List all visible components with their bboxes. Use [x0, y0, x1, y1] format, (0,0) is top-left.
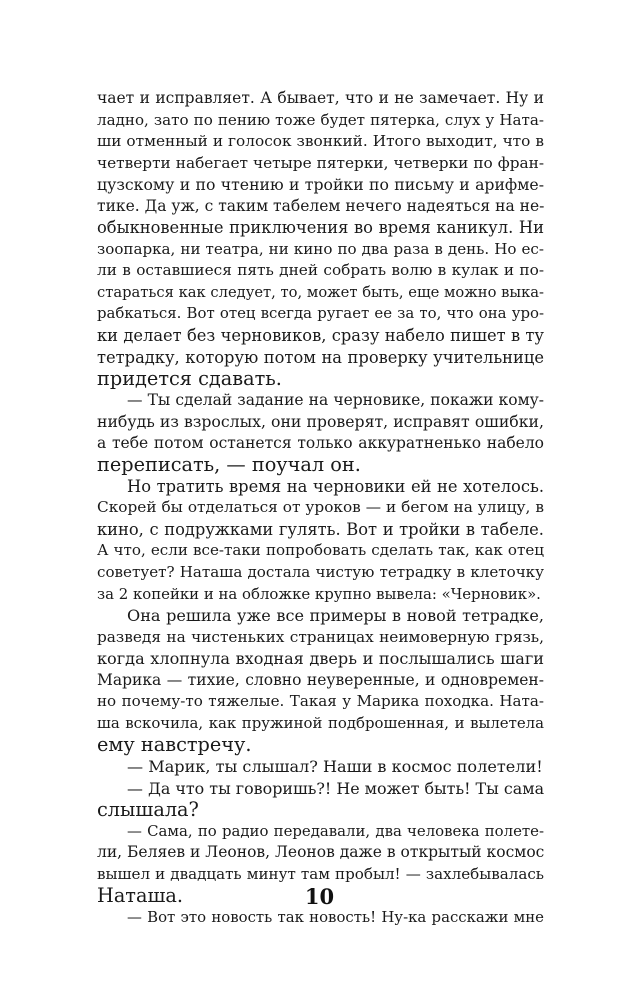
- text-line: — Вот это новость так новость! Ну-ка расскажи мне: [127, 907, 544, 926]
- text-line: стараться как следует, то, может быть, еще можно выка-: [97, 283, 544, 301]
- text-line: ему навстречу.: [97, 733, 252, 757]
- text-line: Но тратить время на черновики ей не хотелось.: [127, 476, 544, 496]
- text-line: придется сдавать.: [97, 367, 282, 391]
- text-line: ши отменный и голосок звонкий. Итого выходит, что в: [97, 132, 544, 151]
- text-line: рабкаться. Вот отец всегда ругает ее за то, что она уро-: [97, 304, 544, 323]
- text-line: обыкновенные приключения во время каникул. Ни: [97, 218, 544, 238]
- text-line: Скорей бы отделаться от уроков — и бегом на улицу, в: [97, 498, 544, 517]
- text-line: — Ты сделай задание на черновике, покажи кому-: [127, 390, 544, 409]
- text-line: но почему-то тяжелые. Такая у Марика походка. Ната-: [97, 692, 544, 711]
- text-line: советует? Наташа достала чистую тетрадку в клеточку: [97, 563, 544, 582]
- text-line: ли, Беляев и Леонов, Леонов даже в открытый космос: [97, 843, 545, 862]
- text-line: цузскому и по чтению и тройки по письму и арифме-: [97, 175, 544, 195]
- text-line: тике. Да уж, с таким табелем нечего надеяться на не-: [97, 196, 545, 215]
- text-line: ладно, зато по пению тоже будет пятерка, слух у Ната-: [97, 110, 544, 129]
- page-number: 10: [304, 884, 335, 909]
- text-line: — Да что ты говоришь?! Не может быть! Ты сама: [127, 778, 545, 798]
- body-text: [97, 88, 544, 928]
- text-line: тетрадку, которую потом на проверку учительнице: [97, 347, 544, 367]
- text-line: Марика — тихие, словно неуверенные, и одновремен-: [97, 670, 544, 689]
- text-line: слышала?: [97, 798, 199, 822]
- text-line: чает и исправляет. А бывает, что и не замечает. Ну и: [97, 89, 544, 107]
- text-line: а тебе потом останется только аккуратненько набело: [97, 433, 544, 452]
- text-line: зоопарка, ни театра, ни кино по два раза в день. Но ес-: [97, 239, 544, 258]
- text-line: — Марик, ты слышал? Наши в космос полетели!: [127, 756, 543, 776]
- text-line: ша вскочила, как пружиной подброшенная, и вылетела: [97, 713, 544, 732]
- text-line: Она решила уже все примеры в новой тетрадке,: [127, 606, 544, 626]
- text-line: кино, с подружками гулять. Вот и тройки в табеле.: [97, 519, 544, 539]
- text-line: ли в оставшиеся пять дней собрать волю в кулак и по-: [97, 261, 544, 280]
- text-line: разведя на чистеньких страницах неимоверную грязь,: [97, 627, 544, 646]
- text-line: Наташа.: [97, 884, 184, 908]
- text-line: за 2 копейки и на обложке крупно вывела: «Черновик».: [97, 584, 541, 603]
- text-line: переписать, — поучал он.: [97, 453, 361, 477]
- text-line: А что, если все-таки попробовать сделать так, как отец: [97, 541, 544, 560]
- text-line: — Сама, по радио передавали, два человека полете-: [127, 821, 544, 840]
- text-line: нибудь из взрослых, они проверят, исправят ошибки,: [97, 412, 544, 432]
- text-line: ки делает без черновиков, сразу набело пишет в ту: [97, 326, 544, 346]
- text-line: вышел и двадцать минут там пробыл! — захлебывалась: [97, 864, 544, 883]
- text-line: когда хлопнула входная дверь и послышались шаги: [97, 649, 544, 669]
- text-line: четверти набегает четыре пятерки, четверки по фран-: [97, 153, 544, 172]
